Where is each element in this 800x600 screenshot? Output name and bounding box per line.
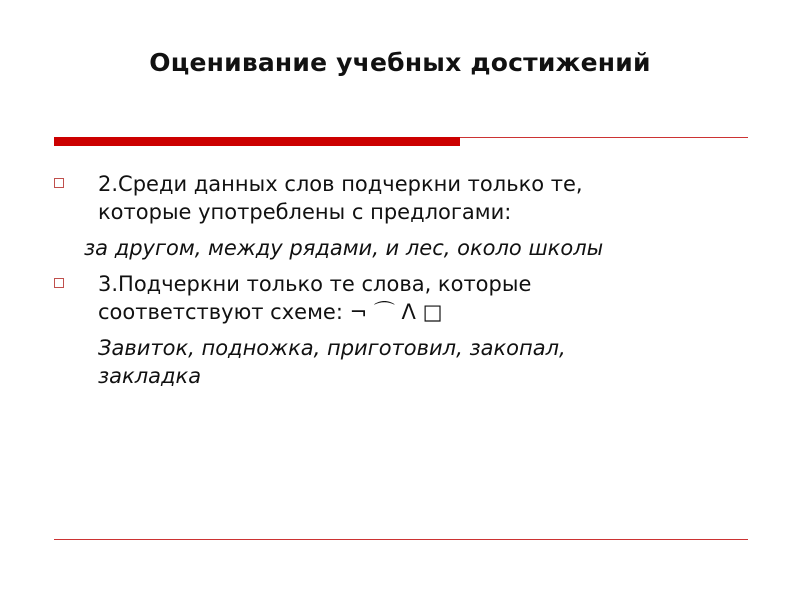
task-item-3 bbox=[54, 270, 754, 326]
task-3-line-2-text: соответствуют схеме: bbox=[98, 300, 343, 324]
bottom-rule bbox=[54, 539, 748, 540]
task-3-line-2 bbox=[98, 298, 754, 326]
task-3-example-line-1: Завиток, подножка, приготовил, закопал, bbox=[98, 336, 566, 360]
morpheme-scheme: ¬ ⌒ Λ □ bbox=[349, 300, 443, 324]
task-3-example bbox=[54, 334, 754, 390]
task-2-line-2: которые употреблены с предлогами: bbox=[98, 200, 512, 224]
top-thick-rule bbox=[54, 137, 460, 146]
square-bullet-icon bbox=[54, 178, 64, 188]
square-bullet-icon bbox=[54, 278, 64, 288]
task-2-example: за другом, между рядами, и лес, около школы bbox=[84, 236, 604, 260]
slide-title: Оценивание учебных достижений bbox=[149, 48, 651, 77]
task-3-example-line-2: закладка bbox=[98, 364, 202, 388]
task-2-line-1: 2.Среди данных слов подчеркни только те, bbox=[98, 172, 583, 196]
task-3-line-1: 3.Подчеркни только те слова, которые bbox=[98, 272, 532, 296]
task-item-2 bbox=[54, 170, 754, 226]
slide-content bbox=[54, 170, 754, 398]
